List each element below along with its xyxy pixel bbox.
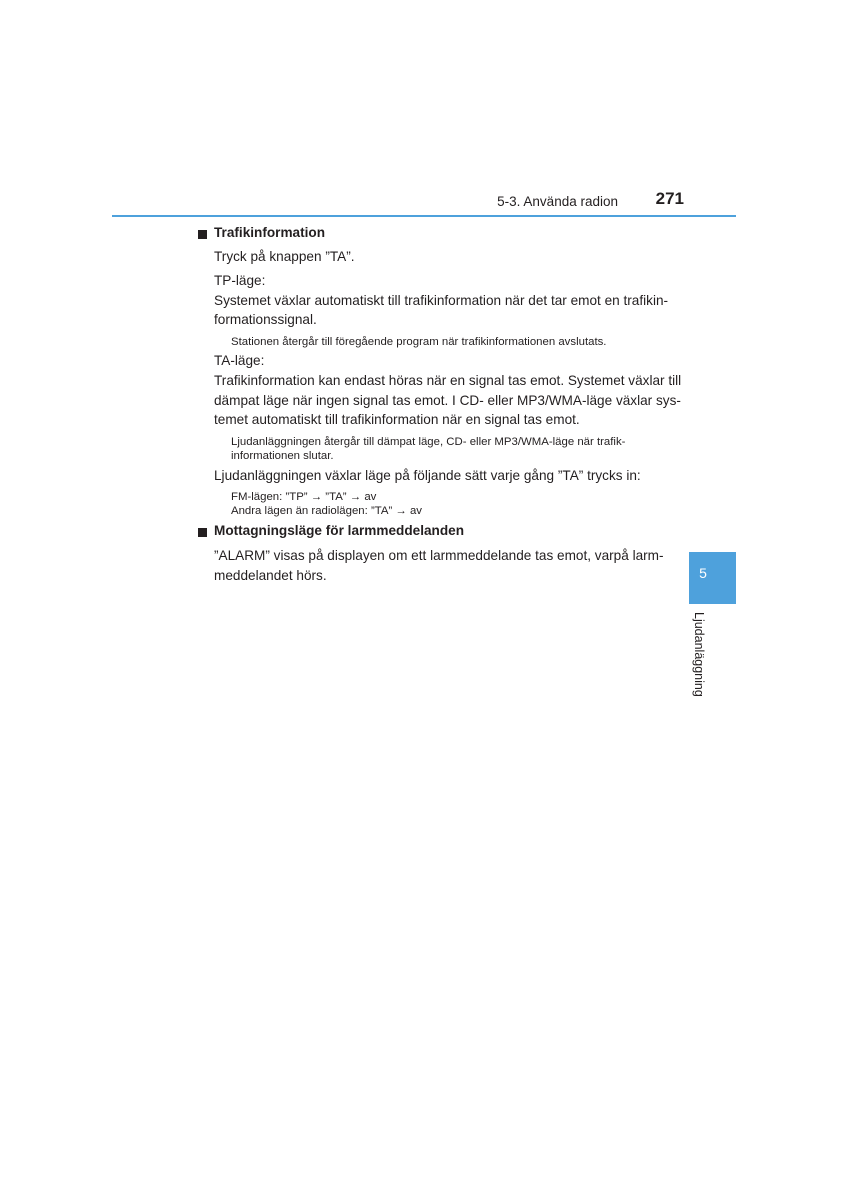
section-heading-alarm: Mottagningsläge för larmmeddelanden (214, 523, 465, 538)
bullet-square-icon (198, 230, 207, 239)
text-line: TP-läge: (214, 273, 266, 288)
note-line: Stationen återgår till föregående program när trafikinformationen avslutats. (231, 336, 607, 348)
page-number: 271 (655, 189, 684, 208)
chapter-label: Ljudanläggning (692, 612, 706, 697)
note-line: informationen slutar. (231, 450, 334, 462)
text-line: Systemet växlar automatiskt till trafikinformation när det tar emot en trafikin- (214, 293, 669, 308)
chapter-number: 5 (699, 565, 707, 581)
text-line: formationssignal. (214, 312, 317, 327)
note-line: Ljudanläggningen återgår till dämpat läge, CD- eller MP3/WMA-läge när trafik- (231, 436, 626, 448)
header-divider (112, 215, 736, 217)
text-line: temet automatiskt till trafikinformation när en signal tas emot. (214, 412, 580, 427)
note-line: FM-lägen: ”TP” → ”TA” → av (231, 491, 377, 503)
text-line: TA-läge: (214, 353, 265, 368)
text-line: ”ALARM” visas på displayen om ett larmmeddelande tas emot, varpå larm- (214, 548, 664, 563)
section-heading-traffic: Trafikinformation (214, 225, 326, 240)
text-line: Ljudanläggningen växlar läge på följande sätt varje gång ”TA” trycks in: (214, 468, 641, 483)
section-title: 5-3. Använda radion (497, 194, 618, 209)
chapter-label-container (690, 612, 710, 702)
bullet-square-icon (198, 528, 207, 537)
text-line: Tryck på knappen ”TA”. (214, 249, 355, 264)
text-line: Trafikinformation kan endast höras när en signal tas emot. Systemet växlar till (214, 373, 682, 388)
text-line: dämpat läge när ingen signal tas emot. I CD- eller MP3/WMA-läge växlar sys- (214, 393, 681, 408)
note-line: Andra lägen än radiolägen: ”TA” → av (231, 505, 423, 517)
text-line: meddelandet hörs. (214, 568, 327, 583)
